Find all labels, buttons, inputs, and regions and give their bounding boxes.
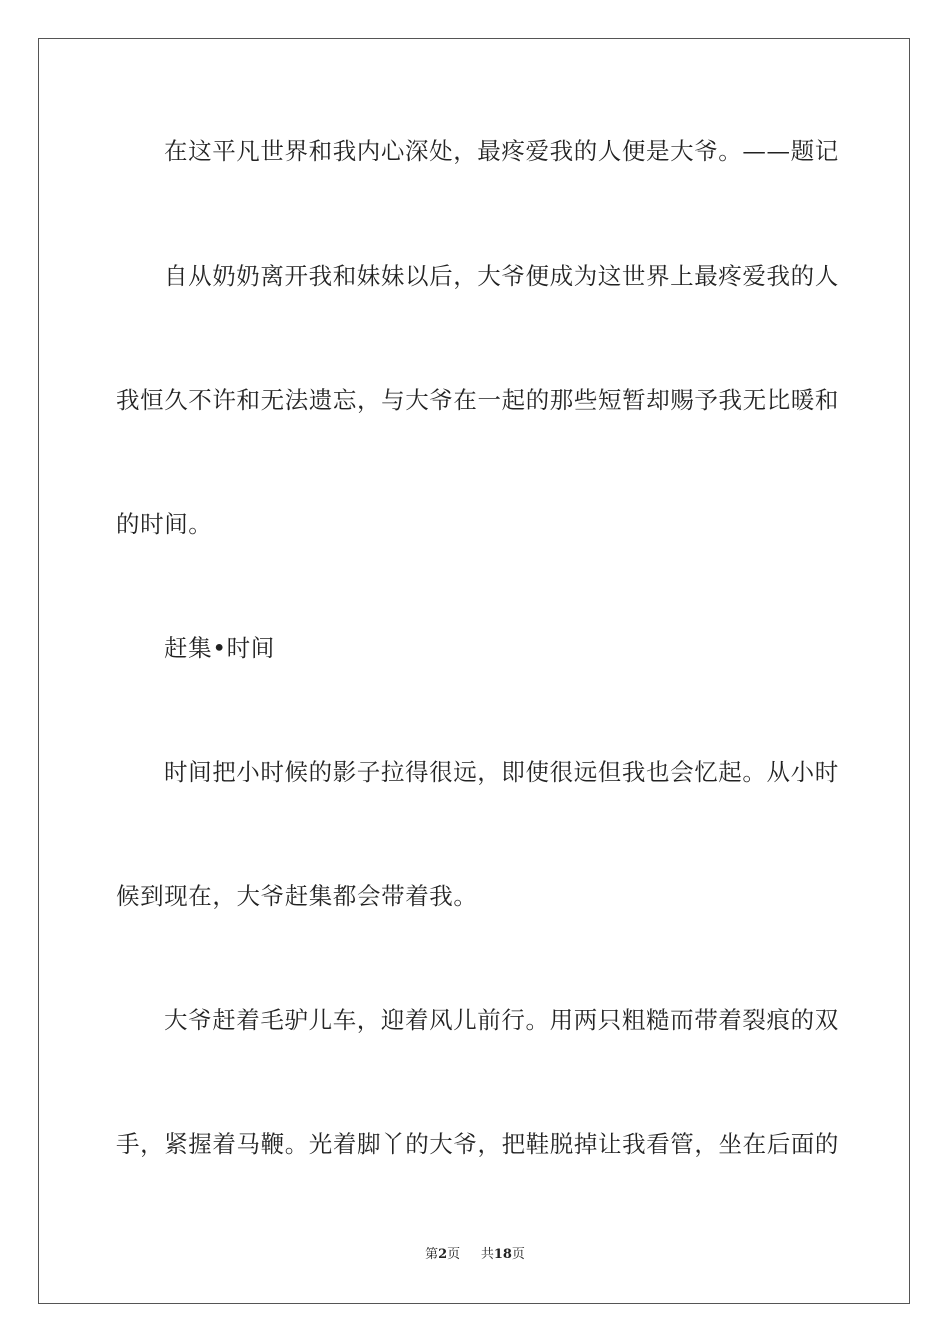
paragraph-line: 自从奶奶离开我和妹妹以后，大爷便成为这世界上最疼爱我的人	[164, 262, 839, 290]
page-number-label: 第2页	[425, 1247, 461, 1262]
section-heading: 赶集•时间	[164, 634, 275, 662]
paragraph-line: 候到现在，大爷赶集都会带着我。	[116, 882, 478, 910]
paragraph-line: 的时间。	[116, 510, 213, 538]
total-pages-label: 共18页	[480, 1247, 525, 1262]
paragraph-line: 我恒久不许和无法遗忘，与大爷在一起的那些短暂却赐予我无比暖和	[116, 386, 839, 414]
paragraph-line: 手，紧握着马鞭。光着脚丫的大爷，把鞋脱掉让我看管，坐在后面的	[116, 1130, 839, 1158]
paragraph-line: 时间把小时候的影子拉得很远，即使很远但我也会忆起。从小时	[164, 758, 839, 786]
page-border	[38, 38, 910, 1304]
epigraph-line: 在这平凡世界和我内心深处，最疼爱我的人便是大爷。——题记	[164, 137, 839, 165]
paragraph-line: 大爷赶着毛驴儿车，迎着风儿前行。用两只粗糙而带着裂痕的双	[164, 1006, 839, 1034]
page-footer	[0, 1246, 950, 1264]
